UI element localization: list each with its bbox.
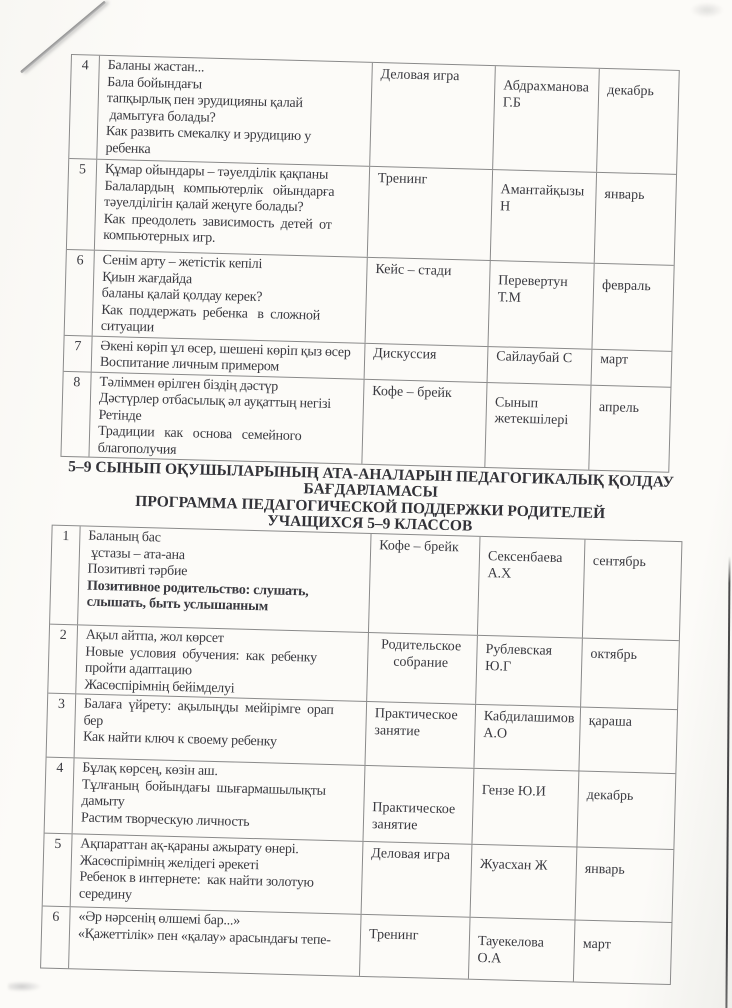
format-cell: Дискуссия: [364, 343, 488, 381]
responsible-cell: Гензе Ю.И: [471, 769, 578, 847]
row-number: 3: [57, 697, 66, 713]
program-table-lower: [40, 525, 682, 985]
format-cell: Кейс – стади: [365, 258, 490, 346]
row-number: 4: [81, 58, 89, 74]
responsible-cell: Сынып жетекшілері: [484, 382, 590, 469]
format-cell: Кофе – брейк: [361, 379, 486, 467]
topic-cell: Бұлақ көрсең, көзін аш. Тұлғаның бойындағы шығармашылықты дамыту Растим творческую личность: [72, 758, 365, 841]
month-cell: апрель: [588, 385, 672, 472]
topic-cell: Ақпараттан ақ-қараны ажырату өнері. Жасөспірімнің желідегі әрекеті Ребенок в интернете: как найти золотую середину: [70, 834, 363, 914]
month-cell: январь: [575, 848, 676, 923]
format-cell: Деловая игра: [369, 63, 495, 169]
row-number: 1: [62, 529, 70, 545]
month-cell: декабрь: [576, 772, 677, 850]
format-cell: Тренинг: [367, 167, 492, 260]
format-cell: Практическое занятие: [364, 702, 475, 768]
responsible-cell: Кабдилашимов А.О: [473, 705, 580, 771]
responsible-cell: Перевертун Т.М: [488, 261, 594, 348]
format-cell: Родительское собрание: [366, 633, 477, 704]
topic-bold-text: Позитивное родительство: слушать, слышать, быть услышанным: [86, 578, 309, 615]
program-title: 5–9 СЫНЫП ОҚУШЫЛАРЫНЫҢ АТА-АНАЛАРЫН ПЕДАГОГИКАЛЫҚ ҚОЛДАУ БАҒДАРЛАМАСЫ ПРОГРАММА ПЕДАГОГИЧЕСКОЙ ПОДДЕРЖКИ РОДИТЕЛЕЙ УЧАЩИХСЯ 5–9 КЛАССОВ: [68, 458, 675, 535]
format-cell: Практическое занятие: [362, 766, 473, 844]
scan-smudge-bottom-left: [8, 981, 42, 992]
month-cell: декабрь: [596, 69, 681, 174]
topic-cell: «Әр нәрсенің өлшемі бар...» «Қажеттілік» пен «қалау» арасындағы тепе-: [68, 907, 360, 976]
responsible-cell: Сайлаубай С: [487, 347, 592, 385]
row-number: 8: [73, 374, 81, 390]
topic-cell: [77, 527, 370, 633]
topic-cell: Баланы жастан... Бала бойындағы тапқырлық пен эрудицияны қалай дамытуға болады? Как развить смекалку и эрудицию у ребенка: [96, 56, 372, 166]
table-row: [65, 249, 674, 350]
topic-cell: Құмар ойындары – тәуелділік қақпаны Балалардың компьютерлік ойындарға тәуелділігін қалай жеңуге болады? Как преодолеть зависимость детей от компьютерных игр.: [94, 160, 369, 257]
table-row: [69, 55, 678, 174]
responsible-cell: Абдрахманова Г.Б: [492, 66, 599, 172]
row-number: 7: [74, 338, 82, 354]
format-cell: Деловая игра: [361, 842, 472, 917]
responsible-cell: Рублевская Ю.Г: [475, 636, 582, 707]
scanned-page: [47, 54, 711, 986]
table-row: [67, 158, 676, 265]
responsible-cell: Амантайқызы Н: [490, 170, 596, 263]
responsible-cell: Сексенбаева А.Х: [477, 537, 585, 638]
month-cell: январь: [594, 173, 678, 265]
topic-cell: Сенім арту – жетістік кепілі Қиын жағдайда баланы қалай қолдау керек? Как поддержать ребенка в сложной ситуации: [92, 251, 367, 343]
row-number: 2: [59, 628, 67, 644]
table-row: [50, 526, 681, 640]
responsible-cell: Жуасхан Ж: [470, 845, 577, 920]
month-cell: март: [573, 921, 674, 985]
row-number: 6: [52, 909, 60, 926]
format-cell: Тренинг: [359, 915, 470, 979]
topic-text: Баланың бас ұстазы – ата-ана Позитивті тәрбие: [87, 528, 188, 580]
table-row: [61, 370, 670, 471]
topic-cell: Балаға үйрету: ақылыңды мейірімге орап бер Как найти ключ к своему ребенку: [74, 695, 367, 766]
month-cell: март: [591, 349, 674, 386]
program-table-upper: [60, 54, 679, 473]
month-cell: февраль: [591, 264, 675, 351]
row-number: 4: [56, 761, 64, 777]
scan-smudge-top-right: [690, 2, 724, 18]
topic-cell: Әкені көріп ұл өсер, шешені көріп қыз өсер Воспитание личным примером: [91, 336, 365, 378]
topic-cell: Тәліммен өрілген біздің дәстүр Дәстүрлер отбасылық әл ауқаттың негізі Ретінде Традиции как основа семейного благополучия: [88, 372, 363, 464]
row-number: 5: [54, 837, 62, 853]
month-cell: қараша: [578, 708, 679, 774]
scanner-edge-shadow: [725, 556, 730, 1008]
month-cell: октябрь: [580, 639, 681, 710]
row-number: 5: [78, 162, 87, 178]
format-cell: Кофе – брейк: [368, 534, 480, 635]
topic-cell: Ақыл айтпа, жол көрсет Новые условия обучения: как ребенку пройти адаптацию Жасөспірімнің бейімделуі: [75, 626, 368, 702]
month-cell: сентябрь: [582, 540, 684, 641]
row-number: 6: [76, 253, 84, 269]
responsible-cell: Тауекелова О.А: [468, 918, 575, 982]
